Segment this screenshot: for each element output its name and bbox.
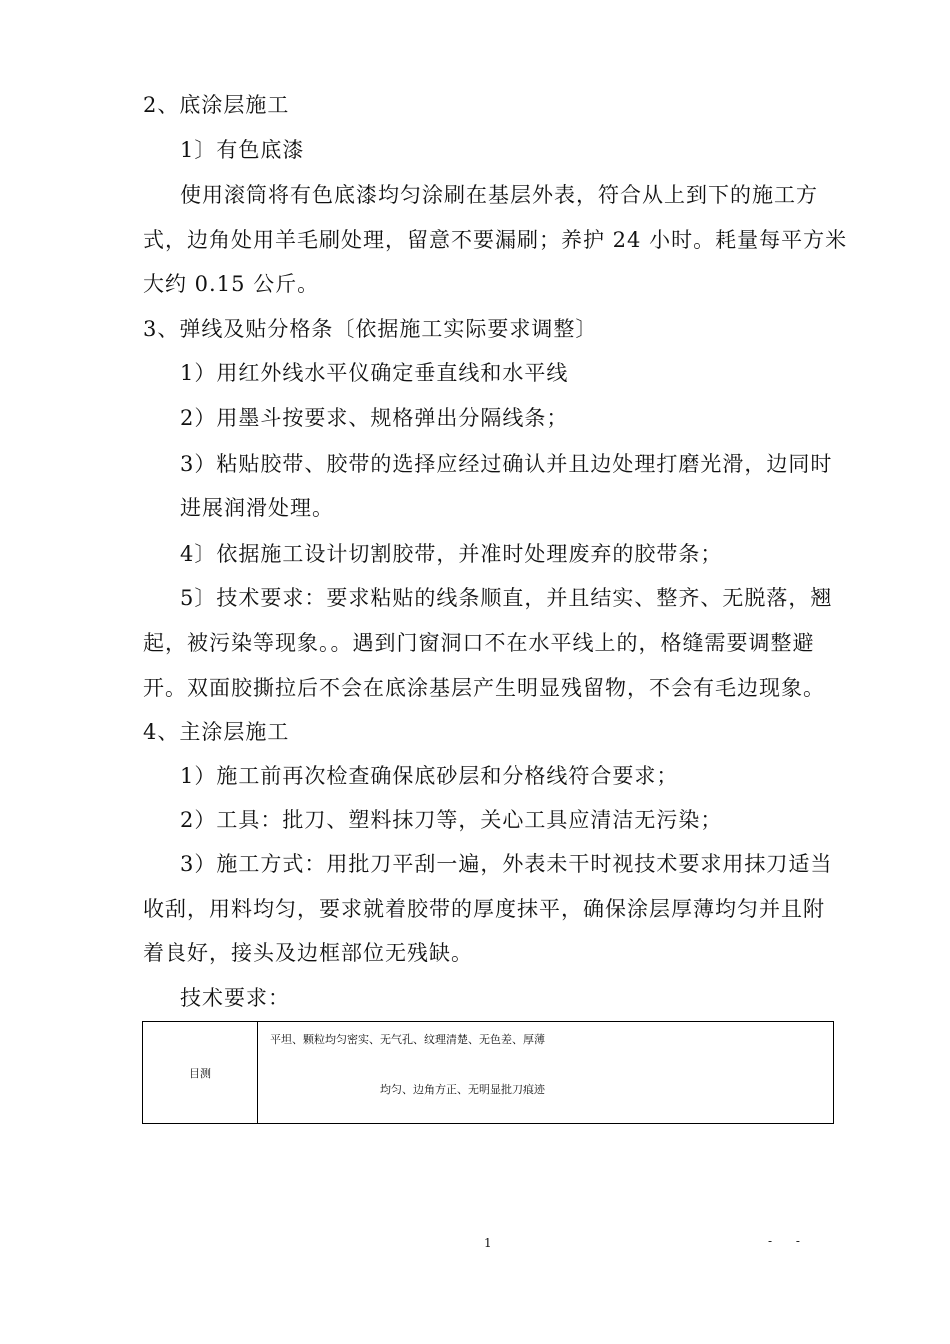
line-4: 式，边角处用羊毛刷处理，留意不要漏刷；养护 24 小时。耗量每平方米 [143,228,848,252]
table-text-line-2: 均匀、边角方正、无明显批刀痕迹 [380,1083,545,1096]
line-19: 收刮，用料均匀，要求就着胶带的厚度抹平，确保涂层厚薄均匀并且附 [143,897,825,921]
line-21: 技术要求： [180,986,290,1010]
requirements-table [142,1021,834,1124]
page-number: 1 [484,1236,492,1250]
line-17: 2）工具：批刀、塑料抹刀等，关心工具应清洁无污染； [180,808,723,832]
line-1: 2、底涂层施工 [143,93,290,117]
table-label-cell: 目测 [143,1022,258,1124]
line-2: 1〕有色底漆 [180,138,305,162]
line-20: 着良好，接头及边框部位无残缺。 [143,941,473,965]
line-16: 1）施工前再次检查确保底砂层和分格线符合要求； [180,764,679,788]
table-text-cell [258,1022,834,1124]
line-10: 进展润滑处理。 [180,496,334,520]
line-15: 4、主涂层施工 [143,720,290,744]
line-5: 大约 0.15 公斤。 [143,272,320,296]
table-text-line-1: 平坦、颗粒均匀密实、无气孔、纹理清楚、无色差、厚薄 [270,1033,545,1046]
line-13: 起，被污染等现象。。遇到门窗洞口不在水平线上的，格缝需要调整避 [143,631,815,655]
line-9: 3）粘贴胶带、胶带的选择应经过确认并且边处理打磨光滑，边同时 [180,452,833,476]
footer-marks: - - [768,1234,810,1248]
line-8: 2）用墨斗按要求、规格弹出分隔线条； [180,406,569,430]
line-12: 5〕技术要求：要求粘贴的线条顺直，并且结实、整齐、无脱落，翘 [180,586,833,610]
line-18: 3）施工方式：用批刀平刮一遍，外表未干时视技术要求用抹刀适当 [180,852,833,876]
line-7: 1）用红外线水平仪确定垂直线和水平线 [180,361,569,385]
line-14: 开。双面胶撕拉后不会在底涂基层产生明显残留物，不会有毛边现象。 [143,676,825,700]
line-3: 使用滚筒将有色底漆均匀涂刷在基层外表，符合从上到下的施工方 [180,183,818,207]
line-11: 4〕依据施工设计切割胶带，并准时处理废弃的胶带条； [180,542,723,566]
line-6: 3、弹线及贴分格条〔依据施工实际要求调整〕 [143,317,598,341]
table-row [143,1022,834,1124]
